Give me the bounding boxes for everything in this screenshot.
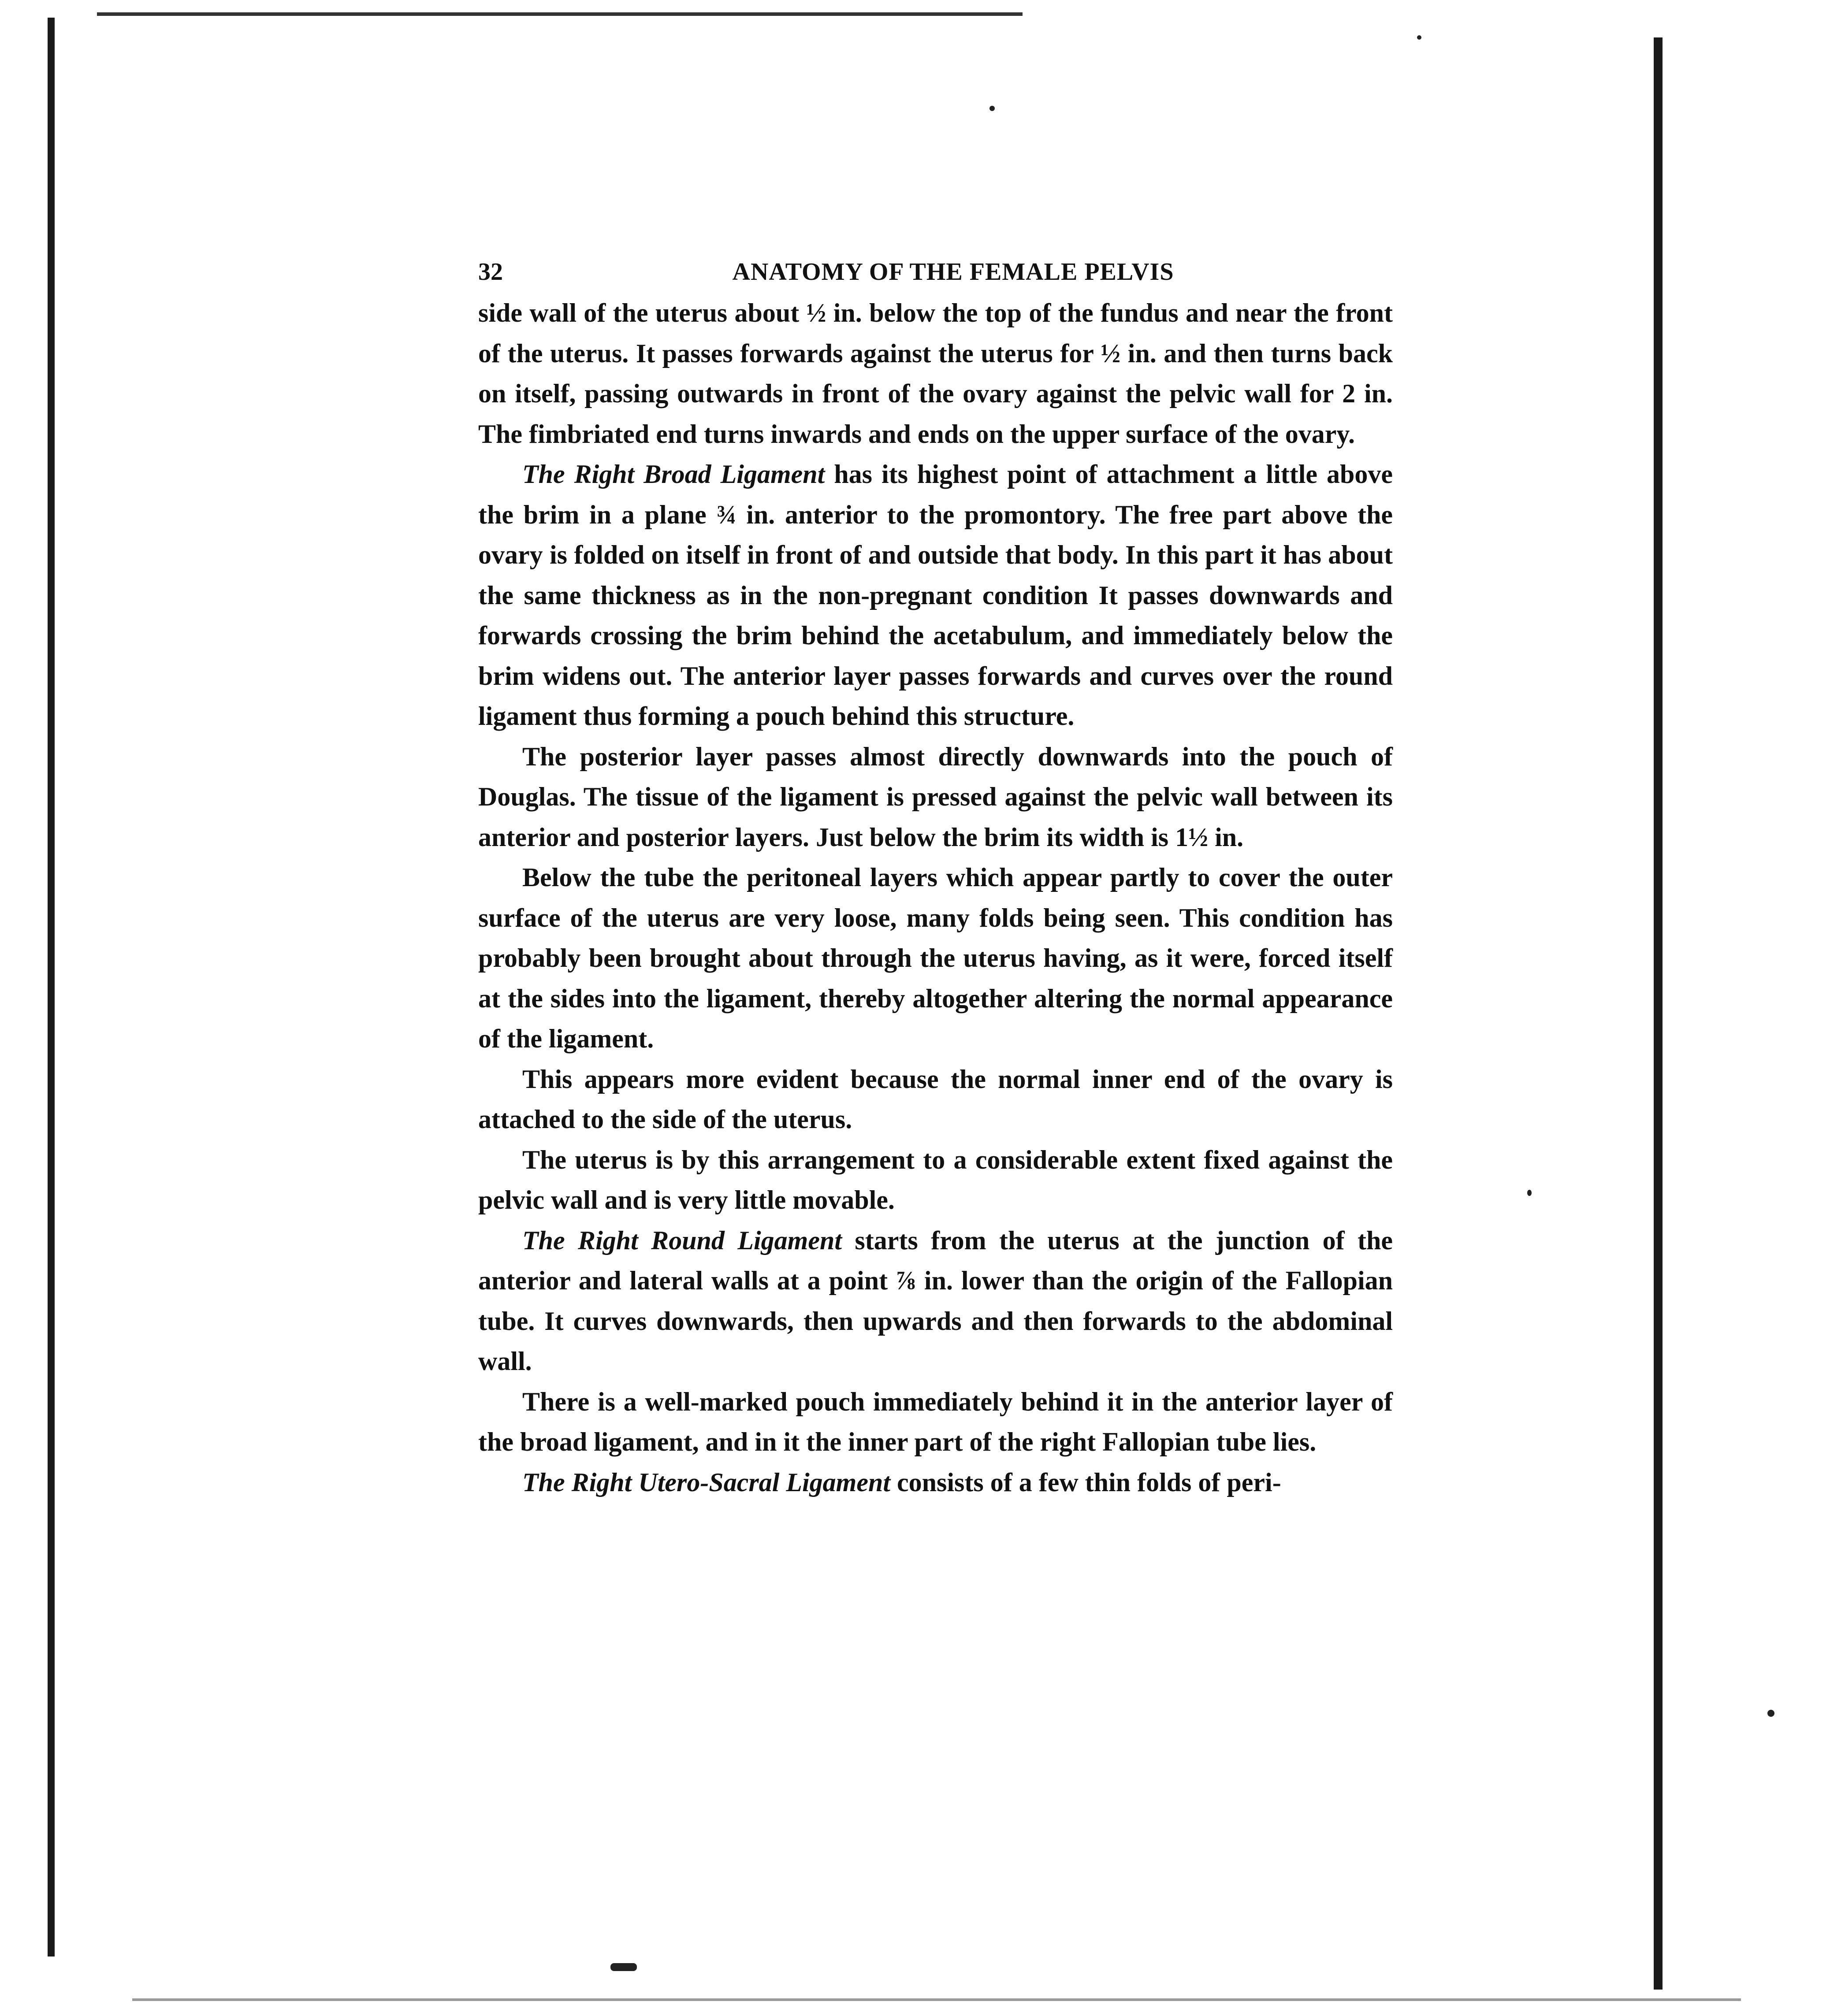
scan-speck [989,106,995,111]
paragraph-text: starts from the uterus at the junction of the anterior and lateral walls at a point ⅞ in. lower than the origin of the Fallopian tube. It curves downwards, then upwards and then forwards to the abdominal wall. [478,1225,1393,1376]
page-header [478,258,1393,289]
paragraph-text: The posterior layer passes almost directly downwards into the pouch of Douglas. The tissue of the ligament is pressed against the pelvic wall between its anterior and posterior layers. Just below the brim its width is 1½ in. [478,742,1393,852]
paragraph-text: The uterus is by this arrangement to a considerable extent fixed against the pelvic wall and is very little movable. [478,1145,1393,1214]
paragraph [478,737,1393,858]
scan-edge-top [97,12,1023,16]
paragraph [478,1059,1393,1140]
scan-edge-left [48,18,55,1957]
paragraph-lead-heading: The Right Broad Ligament [522,460,825,489]
paragraph [478,858,1393,1059]
scan-speck [1527,1190,1532,1196]
scan-speck [610,1963,637,1971]
scan-edge-bottom [132,1998,1741,2001]
page-number: 32 [478,258,503,286]
paragraph [478,1463,1393,1503]
scan-speck [1417,35,1421,40]
scan-speck [1767,1710,1774,1717]
paragraph [478,454,1393,737]
paragraph [478,1221,1393,1382]
paragraph [478,293,1393,454]
paragraph-text: has its highest point of attachment a little above the brim in a plane ¾ in. anterior to the promontory. The free part above the ovary is folded on itself in front of and outside that body. In this part it has about the same thickness as in the non-pregnant condition It passes downwards and forwards crossing the brim behind the acetabulum, and immediately below the brim widens out. The anterior layer passes forwards and curves over the round ligament thus forming a pouch behind this structure. [478,460,1393,731]
running-title: ANATOMY OF THE FEMALE PELVIS [732,258,1174,286]
body-text [478,293,1393,1503]
paragraph-text: Below the tube the peritoneal layers which appear partly to cover the outer surface of the uterus are very loose, many folds being seen. This condition has probably been brought about through the uterus having, as it were, forced itself at the sides into the ligament, thereby altogether altering the normal appearance of the ligament. [478,863,1393,1053]
paragraph-text: consists of a few thin folds of peri- [890,1467,1281,1497]
paragraph-text: There is a well-marked pouch immediately behind it in the anterior layer of the broad ligament, and in it the inner part of the right Fallopian tube lies. [478,1387,1393,1456]
scan-edge-right [1654,37,1663,1990]
paragraph-text: This appears more evident because the normal inner end of the ovary is attached to the side of the uterus. [478,1064,1393,1134]
paragraph-text: side wall of the uterus about ½ in. below the top of the fundus and near the front of the uterus. It passes forwards against the uterus for ½ in. and then turns back on itself, passing outwards in front of the ovary against the pelvic wall for 2 in. The fimbriated end turns inwards and ends on the upper surface of the ovary. [478,298,1393,449]
paragraph [478,1140,1393,1221]
paragraph-lead-heading: The Right Round Ligament [522,1225,842,1255]
paragraph [478,1382,1393,1463]
paragraph-lead-heading: The Right Utero-Sacral Ligament [522,1467,891,1497]
document-page [478,258,1393,1503]
